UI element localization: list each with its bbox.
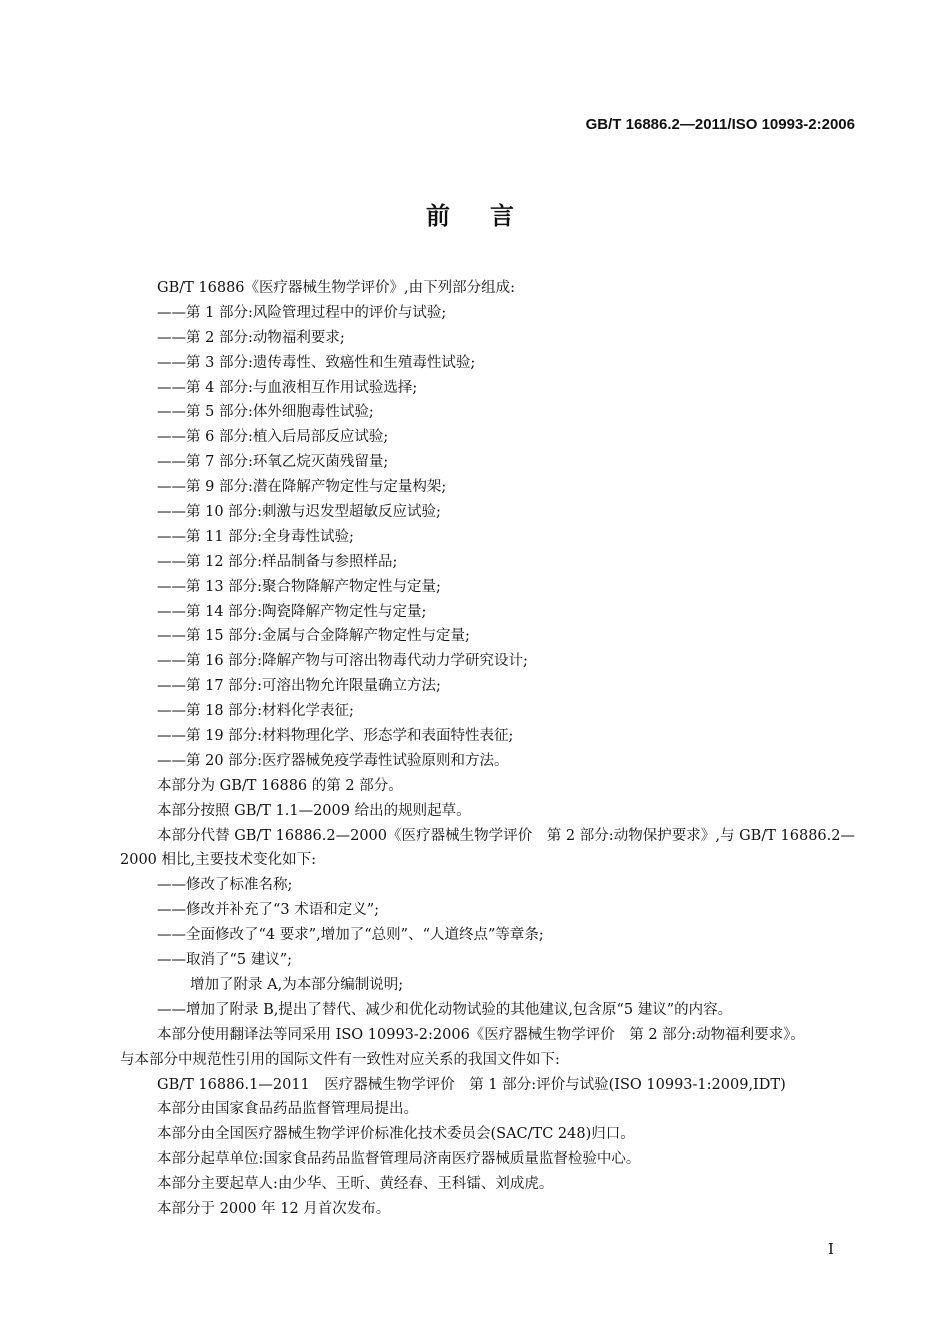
paragraph: 本部分由全国医疗器械生物学评价标准化技术委员会(SAC/TC 248)归口。 [157, 1126, 635, 1143]
list-item: ——第 13 部分:聚合物降解产物定性与定量; [157, 578, 441, 595]
paragraph: 本部分由国家食品药品监督管理局提出。 [157, 1101, 418, 1118]
paragraph: 本部分为 GB/T 16886 的第 2 部分。 [157, 777, 403, 794]
list-item: ——全面修改了“4 要求”,增加了“总则”、“人道终点”等章条; [157, 927, 544, 944]
list-item: ——第 16 部分:降解产物与可溶出物毒代动力学研究设计; [157, 653, 528, 670]
paragraph: 本部分于 2000 年 12 月首次发布。 [157, 1200, 391, 1217]
page-title: 前言 [426, 201, 554, 230]
list-item: ——第 4 部分:与血液相互作用试验选择; [157, 379, 418, 396]
list-item: ——第 5 部分:体外细胞毒性试验; [157, 404, 374, 421]
paragraph: 本部分代替 GB/T 16886.2—2000《医疗器械生物学评价 第 2 部分:动物保护要求》,与 GB/T 16886.2— [157, 827, 855, 844]
paragraph-continuation: 与本部分中规范性引用的国际文件有一致性对应关系的我国文件如下: [120, 1051, 560, 1068]
list-item: ——第 10 部分:刺激与迟发型超敏反应试验; [157, 504, 441, 521]
list-item: ——第 18 部分:材料化学表征; [157, 703, 354, 720]
list-item: ——第 7 部分:环氧乙烷灭菌残留量; [157, 454, 389, 471]
list-item: ——第 3 部分:遗传毒性、致癌性和生殖毒性试验; [157, 354, 476, 371]
parts-list [0, 301, 950, 774]
list-item: ——修改并补充了“3 术语和定义”; [157, 902, 380, 919]
list-item: ——第 15 部分:金属与合金降解产物定性与定量; [157, 628, 470, 645]
list-item: ——第 14 部分:陶瓷降解产物定性与定量; [157, 603, 427, 620]
standard-number-header: GB/T 16886.2—2011/ISO 10993-2:2006 [585, 116, 855, 133]
paragraph: 本部分使用翻译法等同采用 ISO 10993-2:2006《医疗器械生物学评价 第 2 部分:动物福利要求》。 [157, 1026, 805, 1043]
list-item: ——第 20 部分:医疗器械免疫学毒性试验原则和方法。 [157, 752, 509, 769]
paragraph: 本部分主要起草人:由少华、王昕、黄经春、王科镭、刘成虎。 [157, 1176, 554, 1193]
list-item: ——取消了“5 建议”; [157, 952, 293, 969]
list-item: ——第 6 部分:植入后局部反应试验; [157, 429, 389, 446]
list-item: ——第 9 部分:潜在降解产物定性与定量构架; [157, 479, 447, 496]
list-item: ——第 17 部分:可溶出物允许限量确立方法; [157, 678, 441, 695]
list-item: ——第 1 部分:风险管理过程中的评价与试验; [157, 304, 447, 321]
paragraph: 本部分起草单位:国家食品药品监督管理局济南医疗器械质量监督检验中心。 [157, 1151, 641, 1168]
paragraph-continuation: 2000 相比,主要技术变化如下: [120, 852, 317, 869]
list-item: ——第 19 部分:材料物理化学、形态学和表面特性表征; [157, 728, 514, 745]
list-item: ——第 12 部分:样品制备与参照样品; [157, 553, 398, 570]
intro-line: GB/T 16886《医疗器械生物学评价》,由下列部分组成: [157, 280, 516, 296]
list-item: 增加了附录 A,为本部分编制说明; [190, 976, 404, 993]
reference-line: GB/T 16886.1—2011 医疗器械生物学评价 第 1 部分:评价与试验(ISO 10993-1:2009,IDT) [157, 1076, 786, 1093]
list-item: ——修改了标准名称; [157, 877, 293, 894]
paragraph: 本部分按照 GB/T 1.1—2009 给出的规则起草。 [157, 802, 471, 819]
list-item: ——第 11 部分:全身毒性试验; [157, 528, 354, 545]
list-item: ——第 2 部分:动物福利要求; [157, 329, 345, 346]
document-body [0, 276, 950, 1222]
list-item: ——增加了附录 B,提出了替代、减少和优化动物试验的其他建议,包含原“5 建议”的内容。 [157, 1001, 733, 1018]
page-number: I [828, 1240, 834, 1258]
